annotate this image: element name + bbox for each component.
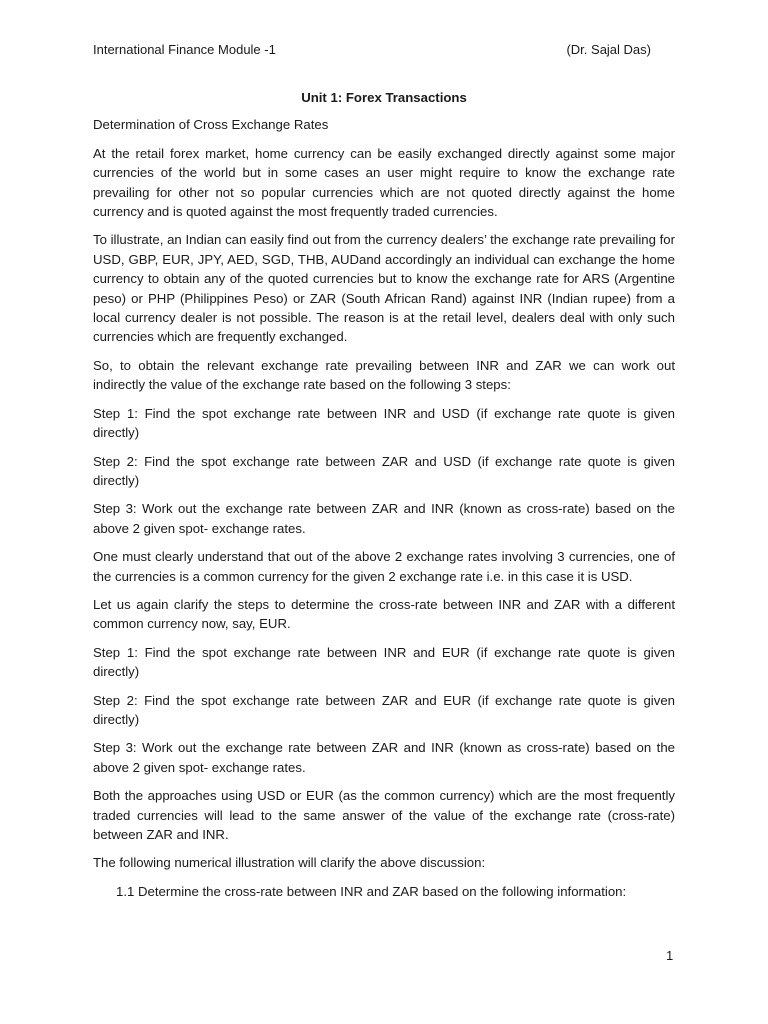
paragraph-step-2-usd: Step 2: Find the spot exchange rate between ZAR and USD (if exchange rate quote is given directly) [93, 453, 675, 488]
paragraph-steps-intro: So, to obtain the relevant exchange rate prevailing between INR and ZAR we can work out indirectly the value of the exchange rate based on the following 3 steps: [93, 357, 675, 393]
paragraph-illustration: To illustrate, an Indian can easily find out from the currency dealers’ the exchange rate prevailing for USD, GBP, EUR, JPY, AED, SGD, THB, AUDand accordingly an individual can exchange the home currency to obtain any of the quoted currencies but to know the exchange rate for ARS (Argentine peso) or PHP (Philippines Peso) or ZAR (South African Rand) against INR (Indian rupee) from a local currency dealer is not possible. The reason is at the retail level, dealers deal with only such currencies which are frequently exchanged. [93, 232, 675, 345]
header-author: (Dr. Sajal Das) [566, 42, 651, 57]
paragraph-eur-intro: Let us again clarify the steps to determine the cross-rate between INR and ZAR with a different common currency now, say, EUR. [93, 596, 675, 632]
paragraph-intro: At the retail forex market, home currency can be easily exchanged directly against some major currencies of the world but in some cases an user might require to know the exchange rate prevailing for other not so popular currencies which are not quoted directly against the home currency and is quoted against the most frequently traded currencies. [93, 145, 675, 220]
unit-title: Unit 1: Forex Transactions [301, 90, 467, 105]
paragraph-step-2-eur: Step 2: Find the spot exchange rate between ZAR and EUR (if exchange rate quote is given directly) [93, 692, 675, 727]
paragraph-step-3-eur: Step 3: Work out the exchange rate between ZAR and INR (known as cross-rate) based on the above 2 given spot- exchange rates. [93, 740, 675, 775]
header-module-title: International Finance Module -1 [93, 42, 276, 57]
section-heading: Determination of Cross Exchange Rates [93, 117, 329, 133]
paragraph-step-1-eur: Step 1: Find the spot exchange rate between INR and EUR (if exchange rate quote is given directly) [93, 644, 675, 680]
numbered-item-1-1: 1.1 Determine the cross-rate between INR and ZAR based on the following information: [116, 883, 627, 899]
paragraph-both-approaches: Both the approaches using USD or EUR (as the common currency) which are the most frequently traded currencies will lead to the same answer of the value of the exchange rate (cross-rate) between ZAR and INR. [93, 788, 675, 842]
paragraph-common-currency: One must clearly understand that out of the above 2 exchange rates involving 3 currencies, one of the currencies is a common currency for the given 2 exchange rate i.e. in this case it is USD. [93, 549, 675, 584]
page-number: 1 [666, 948, 674, 963]
page-header [93, 42, 675, 58]
paragraph-illustration-lead: The following numerical illustration will clarify the above discussion: [93, 855, 486, 871]
document-body [93, 88, 675, 910]
paragraph-step-3-usd: Step 3: Work out the exchange rate between ZAR and INR (known as cross-rate) based on the above 2 given spot- exchange rates. [93, 501, 675, 536]
paragraph-step-1-usd: Step 1: Find the spot exchange rate between INR and USD (if exchange rate quote is given directly) [93, 405, 675, 441]
